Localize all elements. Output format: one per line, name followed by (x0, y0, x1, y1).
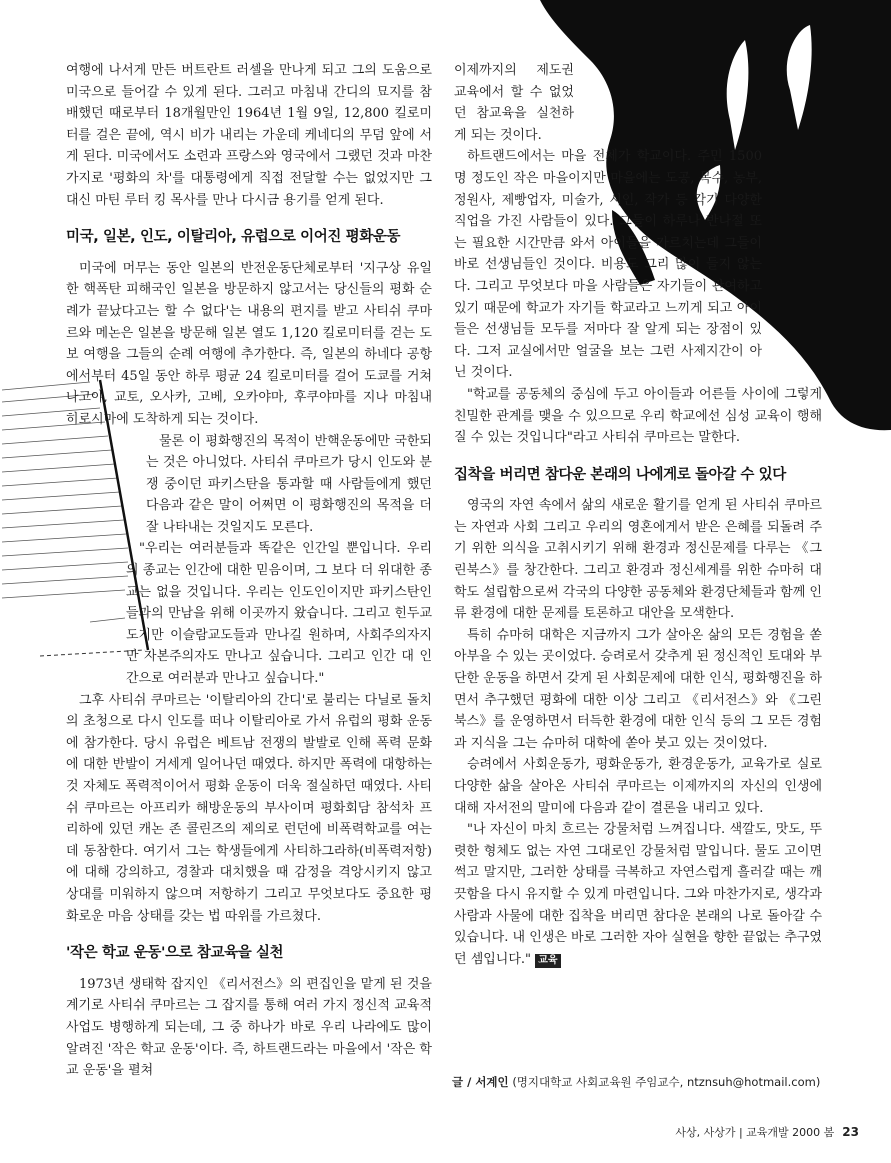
right-column (454, 60, 822, 970)
page-footer (675, 1124, 859, 1140)
byline-affiliation: (명지대학교 사회교육원 주임교수, ntznsuh@hotmail.com) (512, 1075, 821, 1089)
closing-quote: "나 자신이 마치 흐르는 강물처럼 느껴집니다. 색깔도, 맛도, 뚜렷한 형체도 없는 자연 그대로인 강물처럼 말입니다. 물도 고이면 썩고 말지만, 그러한 상태를 극복하고 자연스럽게 흘러갈 때는 깨끗함을 다시 유지할 수 있게 마련입니다. 그와 마찬가지로, 생각과 사람과 사물에 대한 집착을 버리면 참다운 본래의 나로 돌아갈 수 있습니다. 내 인생은 바로 그러한 자아 실현을 향한 끝없는 추구였던 셈입니다." (454, 822, 822, 967)
paragraph: 물론 이 평화행진의 목적이 반핵운동에만 국한되는 것은 아니었다. 사티쉬 쿠마르가 당시 인도와 분쟁 중이던 파키스탄을 통과할 때 사람들에게 했던 다음과 같은 말이 어쩌면 이 평화행진의 목적을 더 잘 나타내는 것일지도 모른다. (146, 433, 432, 535)
quote-paragraph: "학교를 공동체의 중심에 두고 아이들과 어른들 사이에 그렇게 친밀한 관계를 맺을 수 있으므로 우리 학교에선 심성 교육이 행해질 수 있는 것입니다"라고 사티쉬 쿠마르는 말한다. (454, 386, 822, 446)
paragraph: 특히 슈마허 대학은 지금까지 그가 살아온 삶의 모든 경험을 쏟아부을 수 있는 곳이었다. 승려로서 갖추게 된 정신적인 토대와 부단한 운동을 하면서 갖게 된 사회문제에 대한 인식, 평화행진을 하면서 추구했던 평화에 대한 이상 그리고 《리서전스》와 《그린북스》를 운영하면서 터득한 환경에 대한 인식 등의 그 모든 경험과 지식을 그는 슈마허 대학에 쏟아 붓고 있는 것이었다. (454, 627, 822, 751)
paragraph: 하트랜드에서는 마을 전체가 학교이다. 주민 1500명 정도인 작은 마을이지만 마을에는 도공, 목수, 농부, 정원사, 제빵업자, 미술가, 시인, 작가 등 각기 다양한 직업을 가진 사람들이 있다. 그들이 하루나 반나절 또는 필요한 시간만큼 와서 아이들을 가르치는데 그들이 바로 선생님들인 것이다. 비용도 그리 많이 들지 않는다. 그리고 무엇보다 마을 사람들은 자기들이 관여하고 있기 때문에 학교가 자기들 학교라고 느끼게 되고 아이들은 선생님들 모두를 저마다 잘 알게 되는 장점이 있다. 그저 교실에서만 얼굴을 보는 그런 사제지간이 아닌 것이다. (454, 149, 762, 381)
section-heading: '작은 학교 운동'으로 참교육을 실천 (66, 945, 284, 962)
footer-text: 사상, 사상가 | 교육개발 2000 봄 (675, 1126, 835, 1139)
paragraph: 승려에서 사회운동가, 평화운동가, 환경운동가, 교육가로 실로 다양한 삶을 살아온 사티쉬 쿠마르는 이제까지의 자신의 인생에 대해 자서전의 말미에 다음과 같이 결론을 내리고 있다. (454, 757, 822, 816)
page-number: 23 (842, 1125, 859, 1139)
paragraph: 여행에 나서게 만든 버트란트 러셀을 만나게 되고 그의 도움으로 미국으로 들어갈 수 있게 된다. 그러고 마침내 간디의 묘지를 참배했던 때로부터 18개월만인 1964년 1월 9일, 12,800 킬로미터를 걸은 끝에, 역시 비가 내리는 가운데 케네디의 무덤 앞에 서게 된다. 미국에서도 소련과 프랑스와 영국에서 그랬던 것과 마찬가지로 '평화의 차'를 대통령에게 직접 전달할 수는 없었지만 그 대신 마틴 루터 킹 목사를 만나 다시금 용기를 얻게 된다. (66, 63, 432, 208)
quote-paragraph: "우리는 여러분들과 똑같은 인간일 뿐입니다. 우리의 종교는 인간에 대한 믿음이며, 그 보다 더 위대한 종교는 없을 것입니다. 우리는 인도인이지만 파키스탄인들과의 만남을 위해 이곳까지 왔습니다. 그리고 힌두교도지만 이슬람교도들과 만나길 원하며, 사회주의자지만 자본주의자도 만나고 싶습니다. 그리고 인간 대 인간으로 여러분과 만나고 싶습니다." (126, 541, 432, 687)
section-heading: 집착을 버리면 참다운 본래의 나에게로 돌아갈 수 있다 (454, 466, 786, 483)
paragraph: 영국의 자연 속에서 삶의 새로운 활기를 얻게 된 사티쉬 쿠마르는 자연과 사회 그리고 우리의 영혼에게서 받은 은혜를 되돌려 주기 위한 의식을 고취시키기 위해 환경과 정신문제를 다루는 《그린북스》를 창간한다. 그리고 환경과 정신세계를 위한 슈마허 대학도 설립함으로써 각국의 다양한 공동체와 환경단체들과 함께 인류 환경에 대한 문제를 토론하고 대안을 모색한다. (454, 498, 822, 622)
left-column (66, 60, 432, 1082)
paragraph: 1973년 생태학 잡지인 《리서전스》의 편집인을 맡게 된 것을 계기로 사티쉬 쿠마르는 그 잡지를 통해 여러 가지 정신적 교육적 사업도 병행하게 되는데, 그 중 하나가 바로 우리 나라에도 많이 알려진 '작은 학교 운동'이다. 즉, 하트랜드라는 마을에서 '작은 학교 운동'을 펼쳐 (66, 976, 432, 1079)
paragraph: 미국에 머무는 동안 일본의 반전운동단체로부터 '지구상 유일한 핵폭탄 피해국인 일본을 방문하지 않고서는 당신들의 평화 순례가 끝났다고는 할 수 없다'는 내용의 편지를 받고 사티쉬 쿠마르와 메논은 일본을 방문해 일본 열도 1,120 킬로미터를 걷는 도보 여행을 그들의 순례 여행에 추가한다. 즉, 일본의 하네다 공항에서부터 45일 동안 하루 평균 24 킬로미터를 걸어 도쿄를 거쳐 나고야, 교토, 오사카, 고베, 오카야마, 후쿠야마를 지나 마침내 히로시마에 도착하게 되는 것이다. (66, 260, 432, 427)
byline-author: 글 / 서계인 (452, 1075, 509, 1089)
byline (452, 1074, 820, 1090)
section-heading: 미국, 일본, 인도, 이탈리아, 유럽으로 이어진 평화운동 (66, 229, 401, 246)
end-mark-badge: 교육 (535, 954, 560, 968)
paragraph: 이제까지의 제도권 교육에서 할 수 없었던 참교육을 실천하게 되는 것이다. (454, 63, 574, 143)
quote-paragraph (454, 819, 822, 970)
paragraph: 그후 사티쉬 쿠마르는 '이탈리아의 간디'로 불리는 다닐로 돌치의 초청으로 다시 인도를 떠나 이탈리아로 가서 유럽의 평화 운동에 참가한다. 당시 유럽은 베트남 전쟁의 발발로 인해 폭력 문화에 대한 반발이 거세게 일어나던 때였다. 하지만 폭력에 대항하는 것 자체도 폭력적이어서 평화 운동이 더욱 절실하던 때였다. 사티쉬 쿠마르는 아프리카 해방운동의 부사이며 평화회담 참석차 프리하에 있던 캐논 존 콜린즈의 제의로 런던에 비폭력학교를 여는 데 동참한다. 여기서 그는 학생들에게 사티하그라하(비폭력저항)에 대해 강의하고, 경찰과 대치했을 때 감정을 격앙시키지 않고 상대를 미워하지 않으며 저항하기 그리고 무엇보다도 중요한 평화로운 마음 상태를 갖는 법 따위를 가르쳤다. (66, 692, 432, 924)
